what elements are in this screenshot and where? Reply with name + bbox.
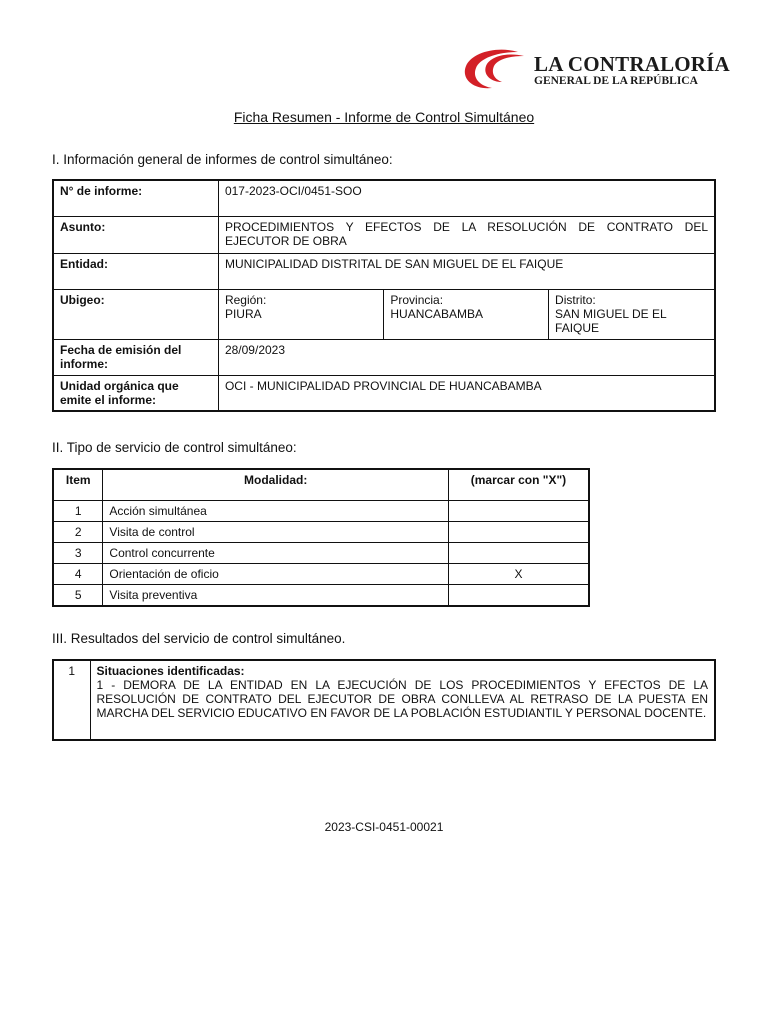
section-2-heading: II. Tipo de servicio de control simultáneo: (52, 440, 297, 455)
org-subtitle: GENERAL DE LA REPÚBLICA (534, 75, 698, 87)
table-row (53, 216, 715, 253)
col-modalidad-header: Modalidad: (103, 469, 449, 500)
service-type-table (52, 468, 590, 607)
row-item: 3 (53, 542, 103, 563)
row-modalidad: Orientación de oficio (103, 563, 449, 584)
table-row (53, 289, 715, 339)
row-item: 2 (53, 521, 103, 542)
table-row (53, 339, 715, 375)
entidad-label: Entidad: (53, 253, 218, 289)
situaciones-text: 1 - DEMORA DE LA ENTIDAD EN LA EJECUCIÓN DE LOS PROCEDIMIENTOS Y EFECTOS DE LA RESOLUCIÓN DE CONTRATO DEL EJECUTOR DE OBRA CONLLEVA AL RETRASO DE LA PUESTA EN MARCHA DEL SERVICIO EDUCATIVO EN FAVOR DE LA POBLACIÓN ESTUDIANTIL Y PERSONAL DOCENTE. (96, 678, 708, 720)
result-number: 1 (53, 660, 90, 740)
table-header-row (53, 469, 589, 500)
row-marca (448, 542, 589, 563)
table-row (53, 542, 589, 563)
table-row (53, 500, 589, 521)
asunto-value: PROCEDIMIENTOS Y EFECTOS DE LA RESOLUCIÓN DE CONTRATO DEL EJECUTOR DE OBRA (218, 216, 715, 253)
provincia-label: Provincia: (390, 292, 444, 307)
table-row (53, 563, 589, 584)
asunto-label: Asunto: (53, 216, 218, 253)
table-row (53, 253, 715, 289)
row-modalidad: Acción simultánea (103, 500, 449, 521)
contraloria-logo (458, 46, 728, 96)
row-marca (448, 500, 589, 521)
unidad-label: Unidad orgánica que emite el informe: (53, 375, 218, 411)
row-modalidad: Visita preventiva (103, 584, 449, 606)
unidad-value: OCI - MUNICIPALIDAD PROVINCIAL DE HUANCABAMBA (218, 375, 715, 411)
distrito-cell (549, 289, 715, 339)
provincia-cell (384, 289, 549, 339)
table-row (53, 375, 715, 411)
row-item: 5 (53, 584, 103, 606)
row-item: 4 (53, 563, 103, 584)
result-body (90, 660, 715, 740)
row-marca (448, 584, 589, 606)
results-table (52, 659, 716, 741)
general-info-table (52, 179, 716, 412)
numero-value: 017-2023-OCI/0451-SOO (218, 180, 715, 216)
table-row (53, 521, 589, 542)
table-row (53, 584, 589, 606)
fecha-value: 28/09/2023 (218, 339, 715, 375)
distrito-label: Distrito: (555, 292, 596, 307)
contraloria-swoosh-icon (458, 46, 534, 96)
region-value: PIURA (224, 306, 262, 321)
table-row (53, 180, 715, 216)
section-1-heading: I. Información general de informes de control simultáneo: (52, 152, 393, 167)
col-item-header: Item (53, 469, 103, 500)
entidad-value: MUNICIPALIDAD DISTRITAL DE SAN MIGUEL DE EL FAIQUE (218, 253, 715, 289)
region-label: Región: (224, 292, 267, 307)
row-marca (448, 521, 589, 542)
fecha-label: Fecha de emisión del informe: (53, 339, 218, 375)
org-name: LA CONTRALORÍA (534, 52, 730, 76)
situaciones-label: Situaciones identificadas: (96, 664, 245, 678)
provincia-value: HUANCABAMBA (390, 306, 484, 321)
distrito-value: SAN MIGUEL DE EL FAIQUE (555, 306, 667, 335)
row-modalidad: Visita de control (103, 521, 449, 542)
numero-label: N° de informe: (53, 180, 218, 216)
col-marcar-header: (marcar con "X") (448, 469, 589, 500)
row-modalidad: Control concurrente (103, 542, 449, 563)
row-marca: X (448, 563, 589, 584)
region-cell (218, 289, 383, 339)
table-row (53, 660, 715, 740)
section-3-heading: III. Resultados del servicio de control simultáneo. (52, 631, 346, 646)
ubigeo-label: Ubigeo: (53, 289, 218, 339)
row-item: 1 (53, 500, 103, 521)
page-title: Ficha Resumen - Informe de Control Simultáneo (233, 109, 535, 125)
document-code: 2023-CSI-0451-00021 (324, 820, 444, 834)
